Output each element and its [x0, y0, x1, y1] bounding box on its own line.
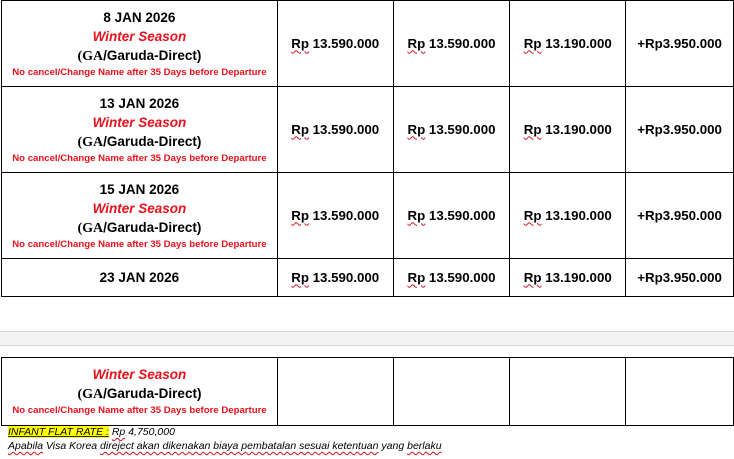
price-cell: [510, 173, 626, 259]
airline-code: (GA: [77, 134, 104, 150]
departure-date: 13 JAN 2026: [99, 95, 180, 111]
table-row: [2, 173, 734, 259]
surcharge-cell: [626, 259, 734, 297]
price-cell: [277, 259, 393, 297]
currency-prefix: Rp: [291, 207, 309, 223]
table-row: [2, 1, 734, 87]
departure-cell: [2, 87, 278, 173]
currency-prefix: Rp: [523, 35, 542, 51]
airline-label: [2, 384, 277, 404]
table-row: [2, 259, 734, 297]
currency-prefix: Rp: [291, 35, 309, 51]
currency-prefix: Rp: [523, 121, 542, 137]
departure-cell: [2, 358, 278, 426]
price-cell: [277, 87, 393, 173]
currency-prefix: Rp: [523, 207, 542, 223]
visa-note-part: direject akan dikenakan biaya pembatalan sesuai ketentuan: [100, 440, 379, 452]
table-row: [2, 358, 734, 426]
season-label: Winter Season: [92, 28, 187, 44]
departure-date: 23 JAN 2026: [99, 270, 180, 285]
surcharge-cell: [626, 358, 734, 426]
price-cell: [393, 358, 510, 426]
price-amount: 13.190.000: [541, 207, 612, 223]
departure-cell: [2, 259, 278, 297]
price-amount: 13.590.000: [425, 269, 496, 285]
visa-note-part: berlaku: [407, 440, 442, 452]
price-cell: [510, 358, 626, 426]
airline-code: (GA: [77, 220, 104, 236]
airline-code: (GA: [77, 48, 104, 64]
currency-prefix: Rp: [407, 207, 426, 223]
price-amount: 13.590.000: [308, 207, 380, 223]
airline-name: /Garuda-Direct): [103, 386, 202, 401]
departure-cell: [2, 1, 278, 87]
visa-note-part: yang: [378, 440, 408, 452]
price-amount: 13.590.000: [308, 121, 380, 137]
price-amount: 13.590.000: [425, 121, 496, 137]
price-amount: 13.590.000: [308, 35, 380, 51]
price-cell: [510, 1, 626, 87]
surcharge-amount: +Rp3.950.000: [637, 207, 722, 223]
price-cell: [510, 259, 626, 297]
visa-note-part: Apabila: [8, 440, 44, 452]
price-cell: [393, 87, 510, 173]
surcharge-amount: +Rp3.950.000: [637, 269, 722, 285]
season-label: Winter Season: [92, 114, 187, 130]
infant-rate-line: [8, 426, 175, 438]
departure-cell: [2, 173, 278, 259]
price-amount: 13.190.000: [541, 121, 612, 137]
price-amount: 13.190.000: [541, 269, 612, 285]
price-cell: [510, 87, 626, 173]
departure-date: 15 JAN 2026: [99, 181, 180, 197]
departure-price-table: [1, 0, 734, 297]
currency-prefix: Rp: [523, 269, 542, 285]
visa-rejection-note: [8, 440, 442, 452]
surcharge-cell: [626, 87, 734, 173]
surcharge-cell: [626, 1, 734, 87]
page-break-band: [0, 331, 734, 346]
continued-price-table: [1, 357, 734, 426]
airline-name: /Garuda-Direct): [103, 219, 202, 235]
price-cell: [393, 259, 510, 297]
infant-rate-amount: 4,750,000: [125, 426, 175, 438]
price-cell: [277, 173, 393, 259]
cancel-policy-note: No cancel/Change Name after 35 Days before Departure: [12, 66, 267, 78]
currency-prefix: Rp: [407, 269, 426, 285]
table-row: [2, 87, 734, 173]
season-label: Winter Season: [92, 367, 187, 382]
departure-date: 8 JAN 2026: [103, 9, 176, 25]
cancel-policy-note: No cancel/Change Name after 35 Days before Departure: [12, 238, 267, 250]
airline-code: (GA: [77, 387, 104, 402]
currency-prefix: Rp: [291, 269, 309, 285]
currency-prefix: Rp: [291, 121, 309, 137]
airline-label: [2, 46, 277, 66]
price-cell: [393, 1, 510, 87]
surcharge-cell: [626, 173, 734, 259]
price-cell: [277, 1, 393, 87]
airline-name: /Garuda-Direct): [103, 133, 202, 149]
currency-prefix: Rp: [407, 121, 426, 137]
cancel-policy-note: No cancel/Change Name after 35 Days before Departure: [12, 405, 267, 416]
season-label: Winter Season: [92, 200, 187, 216]
surcharge-amount: +Rp3.950.000: [637, 121, 722, 137]
price-amount: 13.590.000: [425, 207, 496, 223]
infant-rate-currency: Rp: [111, 426, 126, 438]
currency-prefix: Rp: [407, 35, 426, 51]
price-cell: [277, 358, 393, 426]
infant-rate-label: INFANT FLAT RATE :: [8, 426, 109, 438]
cancel-policy-note: No cancel/Change Name after 35 Days before Departure: [12, 152, 267, 164]
price-amount: 13.190.000: [541, 35, 612, 51]
price-cell: [393, 173, 510, 259]
airline-label: [2, 132, 277, 152]
price-amount: 13.590.000: [308, 269, 380, 285]
price-amount: 13.590.000: [425, 35, 496, 51]
visa-note-part: Visa Korea: [43, 440, 101, 452]
airline-label: [2, 218, 277, 238]
airline-name: /Garuda-Direct): [103, 47, 202, 63]
surcharge-amount: +Rp3.950.000: [637, 35, 722, 51]
